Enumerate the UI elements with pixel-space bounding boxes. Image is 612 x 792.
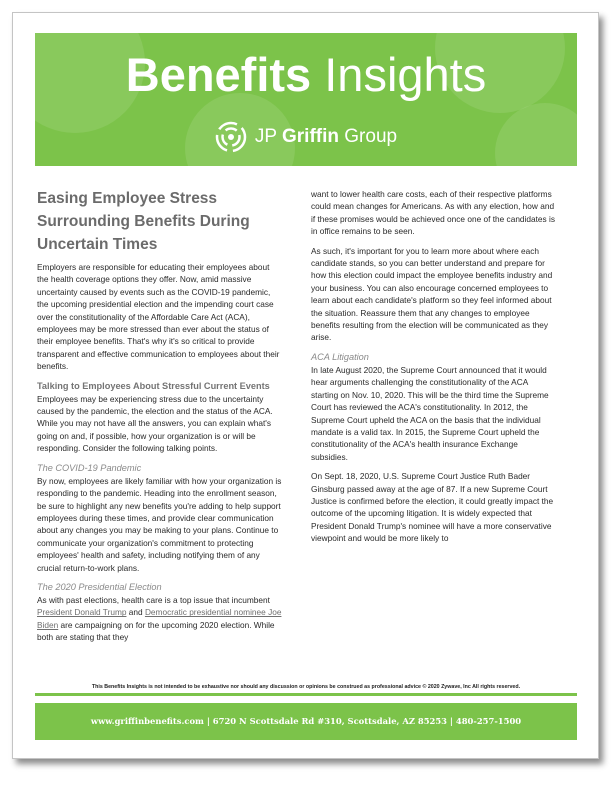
company-name-bold: Griffin — [282, 126, 339, 147]
section-body-talking: Employees may be experiencing stress due to the uncertainty caused by the pandemic, the election and the status of the ACA. While you may not have all the answers, you can explain what's going on and, if possible, how your organization is or will be responding. Consider the following talking points. — [37, 393, 273, 454]
biden-link[interactable]: Democratic presidential nominee Joe Biden — [37, 607, 282, 630]
section-body-election — [37, 594, 282, 644]
header-banner — [35, 33, 577, 166]
continued-paragraph: want to lower health care costs, each of their respective platforms could mean changes for Americans. As with any election, how and if these promises would be achieved once one of the candidates is in office remains to be seen. — [311, 189, 555, 237]
ginsburg-paragraph: On Sept. 18, 2020, U.S. Supreme Court Justice Ruth Bader Ginsburg passed away at the age of 87. If a new Supreme Court Justice is confirmed before the election, it could greatly impact the outcome of the upcoming litigation. It is widely expected that President Donald Trump's nominee will have a more conservative viewpoint and would be more likely to — [311, 471, 554, 544]
disclaimer-text: This Benefits Insights is not intended to be exhaustive nor should any discussion or opinions be construed as professional advice © 2020 Zywave, Inc All rights reserved. — [91, 684, 521, 690]
company-name-part: Group — [339, 126, 398, 147]
right-column — [311, 188, 556, 552]
footer-divider — [35, 693, 577, 696]
newsletter-title-light: Insights — [324, 48, 487, 101]
section-heading-talking: Talking to Employees About Stressful Current Events — [37, 380, 270, 391]
company-name — [255, 126, 397, 148]
section-heading-aca: ACA Litigation — [311, 351, 369, 362]
left-column — [37, 187, 282, 651]
section-heading-covid: The COVID-19 Pandemic — [37, 462, 142, 473]
election-text: are campaigning on for the upcoming 2020 election. While both are stating that they — [37, 619, 275, 643]
document-page — [12, 12, 599, 759]
intro-paragraph: Employers are responsible for educating their employees about the health coverage options they offer. Now, amid massive uncertainty caused by events such as the COVID-19 pandemic, the upcoming presidential election and the impending court case over the constitutionality of the Affordable Care Act (ACA), employees may be more stressed than ever about the status of their employee benefits. That's why it's so critical to provide transparent and effective communication to employees about their benefits. — [37, 262, 280, 372]
candidate-paragraph: As such, it's important for you to learn more about where each candidate stands, so you can better understand and prepare for how this election could impact the employee benefits industry and your business. You can also encourage concerned employees to learn about each candidate's platform so they feel informed about the situation. Reassure them that any changes to employee benefits resulting from the election will be communicated as they arise. — [311, 245, 553, 343]
company-logo — [35, 121, 577, 153]
newsletter-title — [35, 47, 577, 103]
section-heading-election: The 2020 Presidential Election — [37, 581, 162, 592]
article-title: Easing Employee Stress Surrounding Benefits During Uncertain Times — [37, 190, 250, 253]
trump-link[interactable]: President Donald Trump — [37, 607, 127, 618]
company-name-part: JP — [254, 126, 282, 147]
newsletter-title-bold: Benefits — [125, 48, 312, 101]
section-body-aca: In late August 2020, the Supreme Court announced that it would hear arguments challenging the constitutionality of the ACA starting on Nov. 10, 2020. This will be the third time the Supreme Court has reviewed the ACA's constitutionality. In 2012, the Supreme Court upheld the ACA on the basis that the individual mandate is a valid tax. In 2015, the Supreme Court upheld the constitutionality of the ACA's health insurance Exchange subsidies. — [311, 364, 549, 462]
footer-bar: www.griffinbenefits.com | 6720 N Scottsdale Rd #310, Scottsdale, AZ 85253 | 480-257-1500 — [35, 703, 577, 740]
griffin-swirl-logo-icon — [215, 121, 247, 153]
section-body-covid: By now, employees are likely familiar with how your organization is responding to the pandemic. Heading into the enrollment season, be sure to highlight any new benefits you're adding to help support employees during these times, and provide clear communication about any changes you may be making to your plans. Continue to communicate your organization's commitment to protecting employees' health and safety, including notifying them of any crucial return-to-work plans. — [37, 475, 282, 573]
election-text: and — [126, 607, 145, 618]
election-text: As with past elections, health care is a top issue that incumbent — [37, 594, 270, 605]
